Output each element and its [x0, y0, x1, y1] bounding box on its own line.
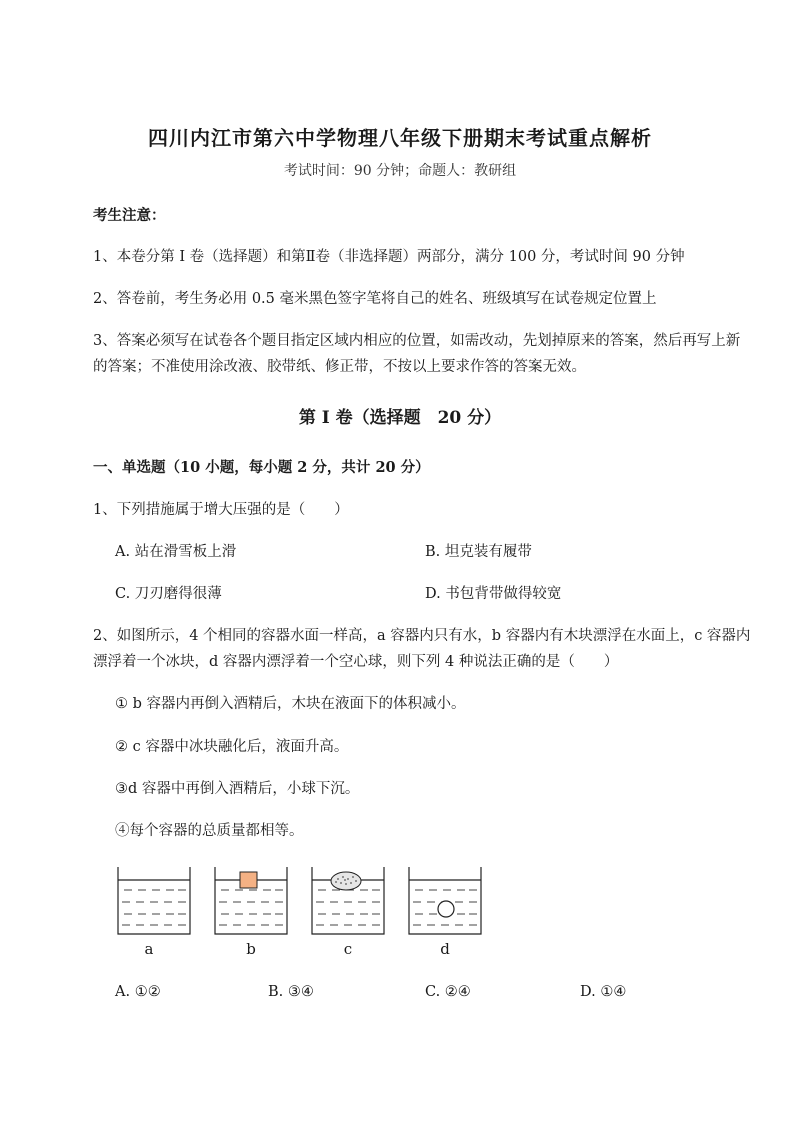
- question-1-option-b: B. 坦克装有履带: [425, 544, 532, 560]
- notice-item-3: 3、答案必须写在试卷各个题目指定区域内相应的位置，如需改动，先划掉原来的答案，然后再写上新的答案；不准使用涂改液、胶带纸、修正带，不按以上要求作答的答案无效。: [93, 333, 741, 375]
- question-2-statement-2: ② c 容器中冰块融化后，液面升高。: [115, 739, 349, 755]
- figure-label-d: d: [440, 940, 450, 958]
- question-1-option-a: A. 站在滑雪板上滑: [115, 544, 237, 560]
- hollow-ball: [438, 901, 454, 917]
- part-title: 一、单选题（10 小题，每小题 2 分，共计 20 分）: [93, 459, 430, 476]
- figure-label-a: a: [144, 940, 154, 958]
- containers-figure: [112, 862, 492, 962]
- water-dashes: [122, 890, 477, 925]
- question-2-statement-4: ④每个容器的总质量都相等。: [115, 823, 304, 839]
- question-2-option-a: A. ①②: [115, 984, 161, 1000]
- exam-subtitle: 考试时间：90 分钟；命题人：教研组: [283, 163, 517, 179]
- question-1-option-c: C. 刀刃磨得很薄: [115, 586, 222, 602]
- figure-label-c: c: [343, 940, 353, 958]
- section-title: 第 I 卷（选择题 20 分）: [298, 408, 502, 428]
- question-2-stem-line-2: 漂浮着一个冰块，d 容器内漂浮着一个空心球，则下列 4 种说法正确的是（ ）: [93, 654, 619, 670]
- container-a: [118, 867, 190, 934]
- question-2-statement-1: ① b 容器内再倒入酒精后，木块在液面下的体积减小。: [115, 696, 466, 712]
- notice-item-1: 1、本卷分第 I 卷（选择题）和第Ⅱ卷（非选择题）两部分，满分 100 分，考试时间 90 分钟: [93, 249, 685, 265]
- question-1-option-d: D. 书包背带做得较宽: [425, 586, 562, 602]
- figure-label-b: b: [246, 940, 256, 958]
- question-2-statement-3: ③d 容器中再倒入酒精后，小球下沉。: [115, 781, 360, 797]
- question-2-option-d: D. ①④: [580, 984, 627, 1000]
- notice-item-2: 2、答卷前，考生务必用 0.5 毫米黑色签字笔将自己的姓名、班级填写在试卷规定位置上: [93, 291, 657, 307]
- wood-block: [240, 872, 257, 888]
- question-1-stem: 1、下列措施属于增大压强的是（ ）: [93, 502, 349, 518]
- notice-heading: 考生注意：: [93, 207, 166, 224]
- question-2-option-b: B. ③④: [268, 984, 314, 1000]
- question-2-option-c: C. ②④: [425, 984, 471, 1000]
- question-2-stem-line-1: 2、如图所示，4 个相同的容器水面一样高，a 容器内只有水，b 容器内有木块漂浮在水面上，c 容器内: [93, 628, 751, 644]
- document-title: 四川内江市第六中学物理八年级下册期末考试重点解析: [148, 126, 652, 150]
